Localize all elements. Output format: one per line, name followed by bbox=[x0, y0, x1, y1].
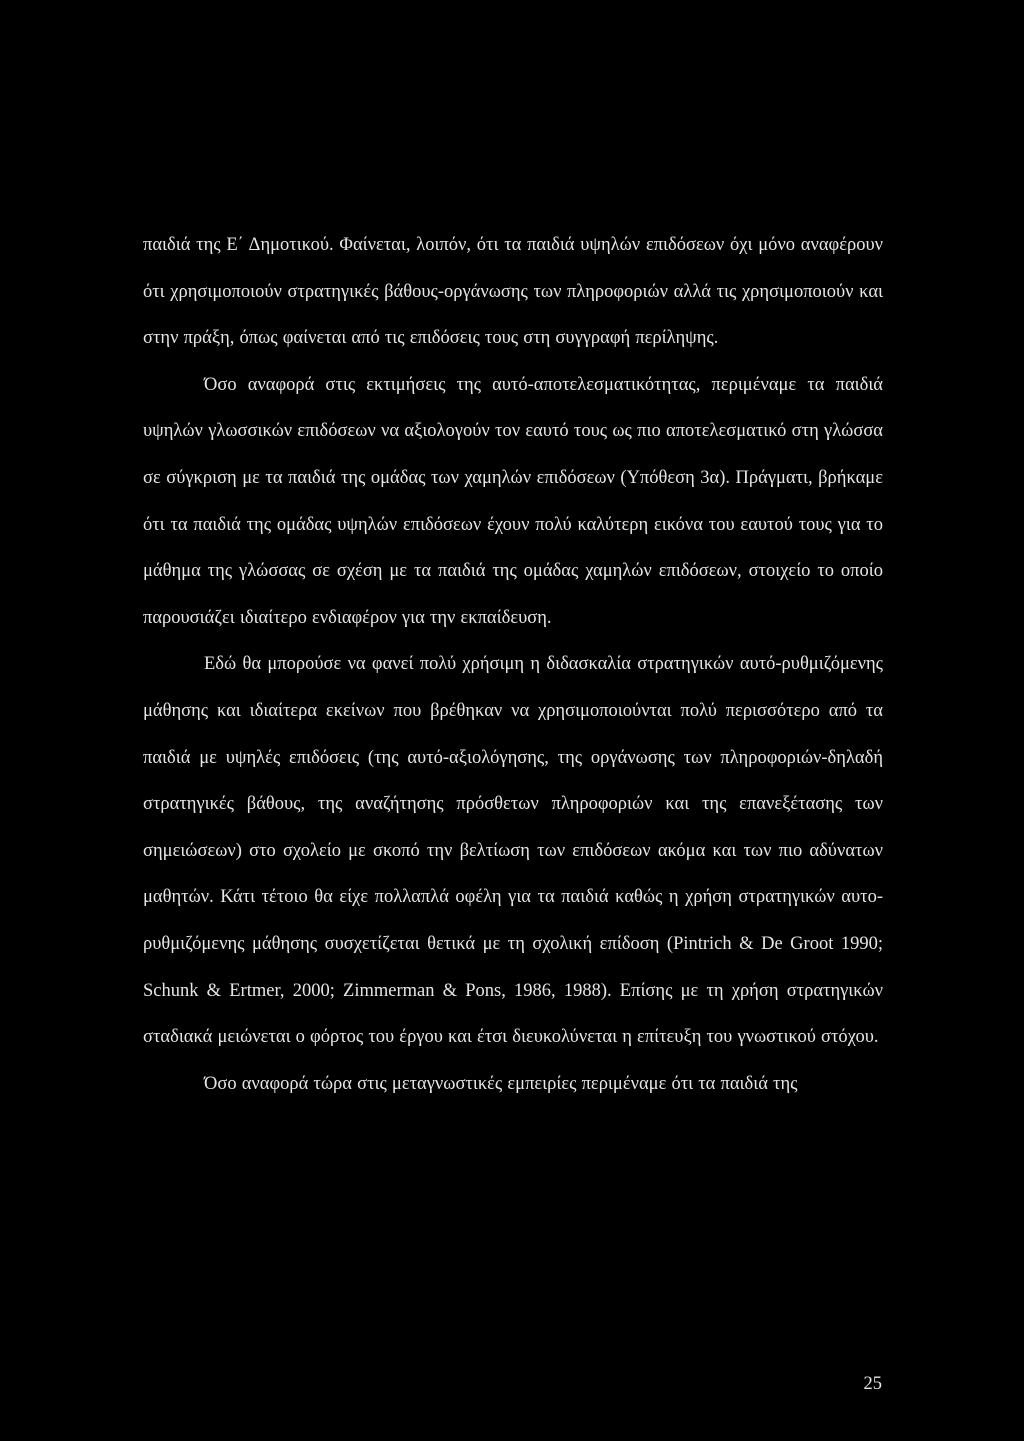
body-text bbox=[143, 222, 883, 1107]
page-number: 25 bbox=[863, 1374, 882, 1394]
paragraph-self-efficacy: Όσο αναφορά στις εκτιμήσεις της αυτό-αποτελεσματικότητας, περιμέναμε τα παιδιά υψηλών γλωσσικών επιδόσεων να αξιολογούν τον εαυτό τους ως πιο αποτελεσματικό στη γλώσσα σε σύγκριση με τα παιδιά της ομάδας των χαμηλών επιδόσεων (Υπόθεση 3α). Πράγματι, βρήκαμε ότι τα παιδιά της ομάδας υψηλών επιδόσεων έχουν πολύ καλύτερη εικόνα του εαυτού τους για το μάθημα της γλώσσας σε σχέση με τα παιδιά της ομάδας χαμηλών επιδόσεων, στοιχείο το οποίο παρουσιάζει ιδιαίτερο ενδιαφέρον για την εκπαίδευση. bbox=[143, 374, 883, 628]
paragraph-strategy-teaching: Εδώ θα μπορούσε να φανεί πολύ χρήσιμη η διδασκαλία στρατηγικών αυτό-ρυθμιζόμενης μάθησης και ιδιαίτερα εκείνων που βρέθηκαν να χρησιμοποιούνται πολύ περισσότερο από τα παιδιά με υψηλές επιδόσεις (της αυτό-αξιολόγησης, της οργάνωσης των πληροφοριών-δηλαδή στρατηγικές βάθους, της αναζήτησης πρόσθετων πληροφοριών και της επανεξέτασης των σημειώσεων) στο σχολείο με σκοπό την βελτίωση των επιδόσεων ακόμα και των πιο αδύνατων μαθητών. Κάτι τέτοιο θα είχε πολλαπλά οφέλη για τα παιδιά καθώς η χρήση στρατηγικών αυτο-ρυθμιζόμενης μάθησης συσχετίζεται θετικά με τη σχολική επίδοση (Pintrich & De Groot 1990; Schunk & Ertmer, 2000; Zimmerman & Pons, 1986, 1988). Επίσης με τη χρήση στρατηγικών σταδιακά μειώνεται ο φόρτος του έργου και έτσι διευκολύνεται η επίτευξη του γνωστικού στόχου. bbox=[143, 654, 883, 1048]
paragraph-continuation: παιδιά της Ε΄ Δημοτικού. Φαίνεται, λοιπόν, ότι τα παιδιά υψηλών επιδόσεων όχι μόνο αναφέρουν ότι χρησιμοποιούν στρατηγικές βάθους-οργάνωσης των πληροφοριών αλλά τις χρησιμοποιούν και στην πράξη, όπως φαίνεται από τις επιδόσεις τους στη συγγραφή περίληψης. bbox=[143, 235, 883, 349]
paragraph-metacognitive: Όσο αναφορά τώρα στις μεταγνωστικές εμπειρίες περιμέναμε ότι τα παιδιά της bbox=[204, 1073, 798, 1094]
